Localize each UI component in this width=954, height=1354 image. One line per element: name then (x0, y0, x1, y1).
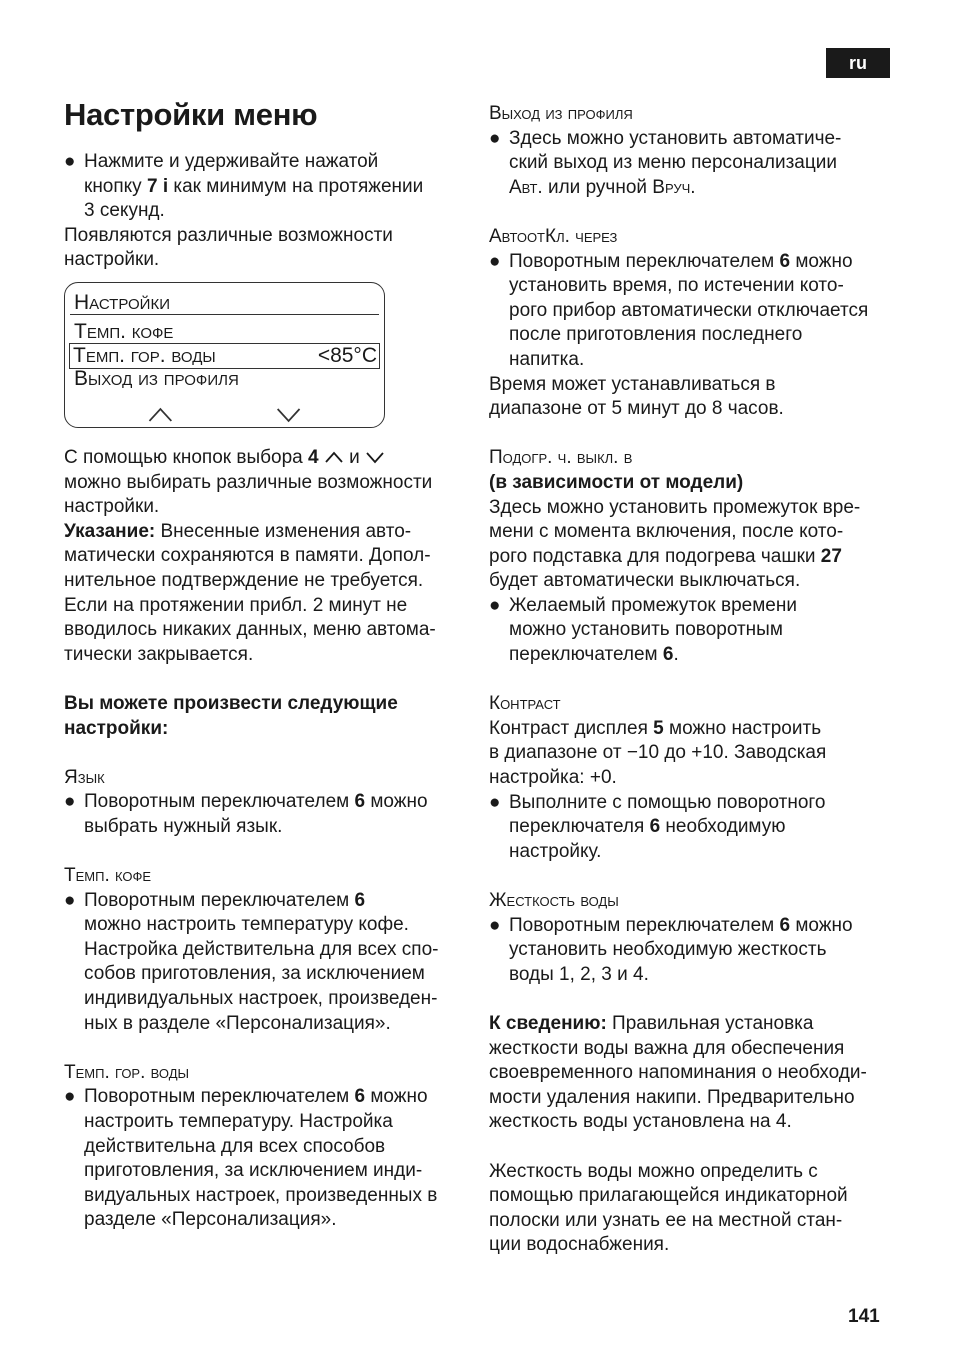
text-line: будет автоматически выключаться. (489, 570, 801, 592)
text-line: настройки. (64, 496, 160, 518)
chevron-up-icon (149, 409, 171, 421)
text-line: тически закрывается. (64, 643, 254, 665)
text-line: можно выбирать различные возможности (64, 471, 433, 493)
display-menu-title: Настройки (74, 291, 170, 314)
text-line: Время может устанавливаться в (489, 373, 776, 395)
display-illustration (64, 282, 385, 428)
text-line: Контраст дисплея 5 можно настроить (489, 717, 822, 739)
text-line: Авт. или ручной Вруч. (509, 176, 696, 198)
text-line: ных в разделе «Персонализация». (84, 1012, 391, 1034)
text-line: приготовления, за исключением инди- (84, 1160, 423, 1182)
bullet-auto-off (489, 250, 899, 373)
text-line: настройки. (64, 249, 160, 271)
language-badge: ru (826, 48, 890, 78)
section-heading-auto-off: АвтоотКл. через (489, 225, 618, 247)
bullet-dot: ● (489, 127, 501, 149)
text-line: К сведению: Правильная установка (489, 1012, 814, 1034)
text-line: Выполните с помощью поворотного (509, 791, 826, 813)
info-label: К сведению: (489, 1012, 607, 1034)
page-title: Настройки меню (64, 97, 318, 132)
text-line: полоски или узнать ее на местной стан- (489, 1209, 843, 1231)
bullet-dot: ● (64, 151, 76, 172)
text-line: настройку. (509, 840, 602, 862)
text-line: жесткости воды важна для обеспечения (489, 1037, 845, 1059)
section-heading-cup-warmer: Подогр. ч. выкл. в (489, 447, 633, 469)
text-line: Здесь можно установить автоматиче- (509, 127, 842, 149)
page-number: 141 (848, 1306, 880, 1327)
bullet-cup-warmer (489, 594, 899, 668)
text-line: Здесь можно установить промежуток вре- (489, 496, 861, 518)
selection-block (64, 446, 464, 1233)
note-label: Указание: (64, 520, 156, 542)
bullet-dot: ● (64, 791, 76, 813)
text-line: 3 секунд. (84, 200, 165, 222)
bullet-dot: ● (489, 914, 501, 936)
intro-block (64, 150, 464, 273)
bullet-dot: ● (489, 594, 501, 616)
text-line: С помощью кнопок выбора 4 и (64, 446, 464, 471)
text-line: нительное подтверждение не требуется. (64, 569, 424, 591)
bullet-press-button (64, 150, 464, 224)
text-line: Указание: Внесенные изменения авто- (64, 520, 412, 542)
display-item-coffee-temp: Темп. кофе (74, 320, 174, 343)
display-divider (70, 314, 379, 315)
text-line: (в зависимости от модели) (489, 471, 744, 493)
section-heading-exit-profile: Выход из профиля (489, 103, 633, 124)
settings-intro: настройки: (64, 717, 169, 739)
section-heading-contrast: Контраст (489, 693, 561, 715)
text-line: помощью прилагающейся индикаторной (489, 1185, 848, 1207)
display-item-label: Темп. гор. воды (73, 344, 216, 367)
section-heading-water-hardness: Жесткость воды (489, 890, 619, 911)
text-line: в диапазоне от −10 до +10. Заводская (489, 742, 827, 764)
text-line: после приготовления последнего (509, 324, 803, 346)
bullet-coffee-temp (64, 889, 464, 1037)
text-line: настроить температуру. Настройка (84, 1111, 393, 1133)
bullet-water-hardness (489, 914, 899, 988)
text-line: можно установить поворотным (509, 619, 783, 641)
text-line: диапазоне от 5 минут до 8 часов. (489, 398, 784, 420)
text-line: собов приготовления, за исключением (84, 963, 425, 985)
chevron-up-icon (324, 450, 344, 464)
text-line: Если на протяжении прибл. 2 минут не (64, 594, 408, 616)
text-line: Поворотным переключателем 6 можно (84, 791, 428, 813)
chevron-down-icon (278, 409, 300, 421)
text-line: индивидуальных настроек, произведен- (84, 988, 438, 1010)
text-line: воды 1, 2, 3 и 4. (509, 963, 649, 985)
bullet-dot: ● (64, 1086, 76, 1108)
bullet-water-temp (64, 1085, 464, 1233)
section-heading-language: Язык (64, 766, 105, 788)
text-line: рого подставка для подогрева чашки 27 (489, 545, 842, 567)
text-line: Поворотным переключателем 6 можно (509, 914, 853, 936)
text-line: Желаемый промежуток времени (509, 594, 797, 616)
text-line: переключателем 6. (509, 644, 679, 666)
text-line: видуальных настроек, произведенных в (84, 1184, 438, 1206)
text-line: переключателя 6 необходимую (509, 816, 786, 838)
text-line: установить необходимую жесткость (509, 939, 827, 961)
text-line: мени с момента включения, после кото- (489, 521, 844, 543)
bullet-language (64, 790, 464, 839)
text-line: напитка. (509, 348, 585, 370)
text-line: Поворотным переключателем 6 можно (509, 250, 853, 272)
text-line: Настройка действительна для всех спо- (84, 938, 439, 960)
text-line: мости удаления накипи. Предварительно (489, 1086, 855, 1108)
bullet-exit-profile (489, 127, 899, 201)
text-line: действительна для всех способов (84, 1135, 386, 1157)
bullet-dot: ● (64, 889, 76, 911)
text-line: Появляются различные возможности (64, 224, 393, 246)
display-item-value: <85°C (317, 344, 377, 367)
text-line: установить время, по истечении кото- (509, 275, 844, 297)
text-line: жесткость воды установлена на 4. (489, 1111, 792, 1133)
display-arrows (65, 403, 384, 423)
text-line: Поворотным переключателем 6 (84, 889, 366, 911)
right-block (489, 102, 899, 1258)
text-line: Жесткость воды можно определить с (489, 1160, 818, 1182)
section-heading-coffee-temp: Темп. кофе (64, 865, 152, 887)
text-line: ский выход из меню персонализации (509, 152, 837, 174)
bullet-dot: ● (489, 250, 501, 272)
text-line: ции водоснабжения. (489, 1234, 670, 1256)
chevron-down-icon (365, 450, 385, 464)
text-line: матически сохраняются в памяти. Допол- (64, 545, 431, 567)
text-line: выбрать нужный язык. (84, 815, 283, 837)
bullet-contrast (489, 791, 899, 865)
text-line: можно настроить температуру кофе. (84, 914, 409, 936)
text-line: настройка: +0. (489, 767, 617, 789)
display-item-water-temp-selected (69, 343, 380, 369)
text-line: кнопку 7 i как минимум на протяжении (84, 175, 424, 197)
text-line: рого прибор автоматически отключается (509, 299, 869, 321)
text-line: Нажмите и удерживайте нажатой (84, 151, 379, 172)
section-heading-water-temp: Темп. гор. воды (64, 1061, 190, 1083)
text-line: своевременного напоминания о необходи- (489, 1062, 867, 1084)
text-line: Поворотным переключателем 6 можно (84, 1086, 428, 1108)
text-line: вводилось никаких данных, меню автома- (64, 619, 436, 641)
settings-intro: Вы можете произвести следующие (64, 692, 398, 714)
text-line: разделе «Персонализация». (84, 1209, 337, 1231)
bullet-dot: ● (489, 791, 501, 813)
display-item-exit-profile: Выход из профиля (74, 367, 239, 390)
